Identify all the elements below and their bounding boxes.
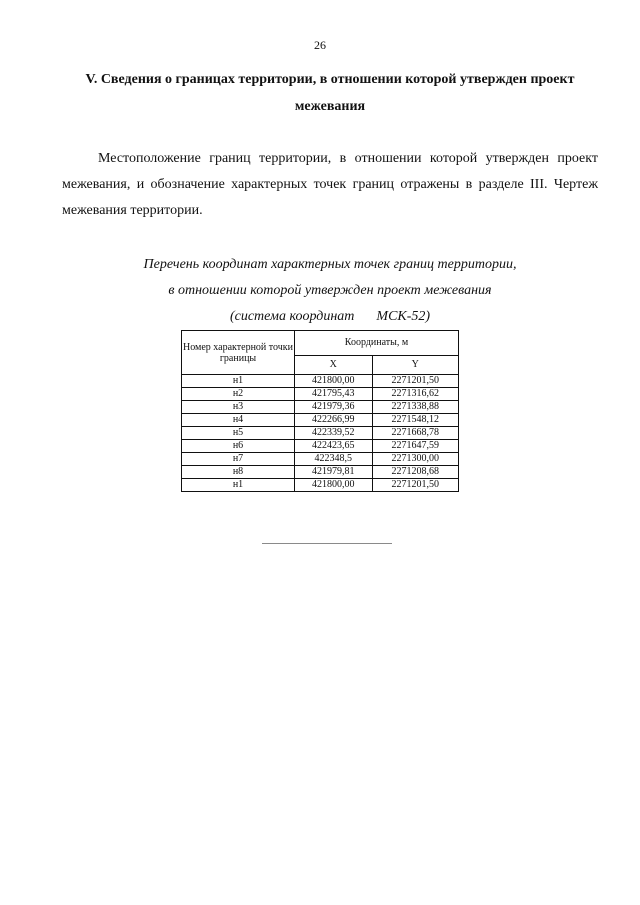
table-row — [182, 375, 459, 388]
table-row — [182, 466, 459, 479]
cell-point: н8 — [182, 466, 295, 479]
table-row — [182, 401, 459, 414]
coordinates-table-body — [182, 375, 459, 492]
page-number: 26 — [314, 38, 326, 52]
cell-y: 2271201,50 — [372, 479, 458, 492]
table-row — [182, 427, 459, 440]
cell-y: 2271668,78 — [372, 427, 458, 440]
header-y: Y — [372, 356, 458, 375]
table-row — [182, 414, 459, 427]
cell-y: 2271548,12 — [372, 414, 458, 427]
table-caption — [60, 252, 600, 330]
cell-point: н2 — [182, 388, 295, 401]
cell-x: 422348,5 — [295, 453, 373, 466]
cell-y: 2271647,59 — [372, 440, 458, 453]
cell-y: 2271300,00 — [372, 453, 458, 466]
table-row — [182, 440, 459, 453]
cell-x: 421979,36 — [295, 401, 373, 414]
cell-y: 2271208,68 — [372, 466, 458, 479]
cell-point: н6 — [182, 440, 295, 453]
cell-point: н3 — [182, 401, 295, 414]
header-point-number: Номер характерной точки границы — [182, 331, 295, 375]
cell-x: 421979,81 — [295, 466, 373, 479]
cell-x: 421800,00 — [295, 479, 373, 492]
cell-x: 422423,65 — [295, 440, 373, 453]
cell-point: н7 — [182, 453, 295, 466]
caption-line-2: в отношении которой утвержден проект межевания — [168, 283, 492, 298]
header-coordinates: Координаты, м — [295, 331, 459, 356]
caption-line-3 — [60, 304, 600, 330]
coordinates-table — [181, 330, 459, 492]
caption-line-3-part-1: (система координат — [229, 309, 355, 324]
cell-y: 2271338,88 — [372, 401, 458, 414]
body-paragraph: Местоположение границ территории, в отношении которой утвержден проект межевания, и обозначение характерных точек границ отражены в разделе III. Чертеж межевания территории. — [62, 151, 598, 218]
cell-point: н1 — [182, 479, 295, 492]
table-row — [182, 453, 459, 466]
cell-x: 421795,43 — [295, 388, 373, 401]
cell-x: 422266,99 — [295, 414, 373, 427]
cell-point: н5 — [182, 427, 295, 440]
cell-x: 422339,52 — [295, 427, 373, 440]
caption-line-3-part-2: МСК-52) — [376, 309, 431, 324]
caption-line-1: Перечень координат характерных точек границ территории, — [143, 257, 517, 272]
section-heading: V. Сведения о границах территории, в отношении которой утвержден проект межевания — [85, 72, 575, 114]
table-row — [182, 388, 459, 401]
cell-point: н1 — [182, 375, 295, 388]
header-x: X — [295, 356, 373, 375]
cell-y: 2271201,50 — [372, 375, 458, 388]
separator-line — [262, 543, 392, 544]
table-row — [182, 479, 459, 492]
cell-point: н4 — [182, 414, 295, 427]
cell-x: 421800,00 — [295, 375, 373, 388]
cell-y: 2271316,62 — [372, 388, 458, 401]
